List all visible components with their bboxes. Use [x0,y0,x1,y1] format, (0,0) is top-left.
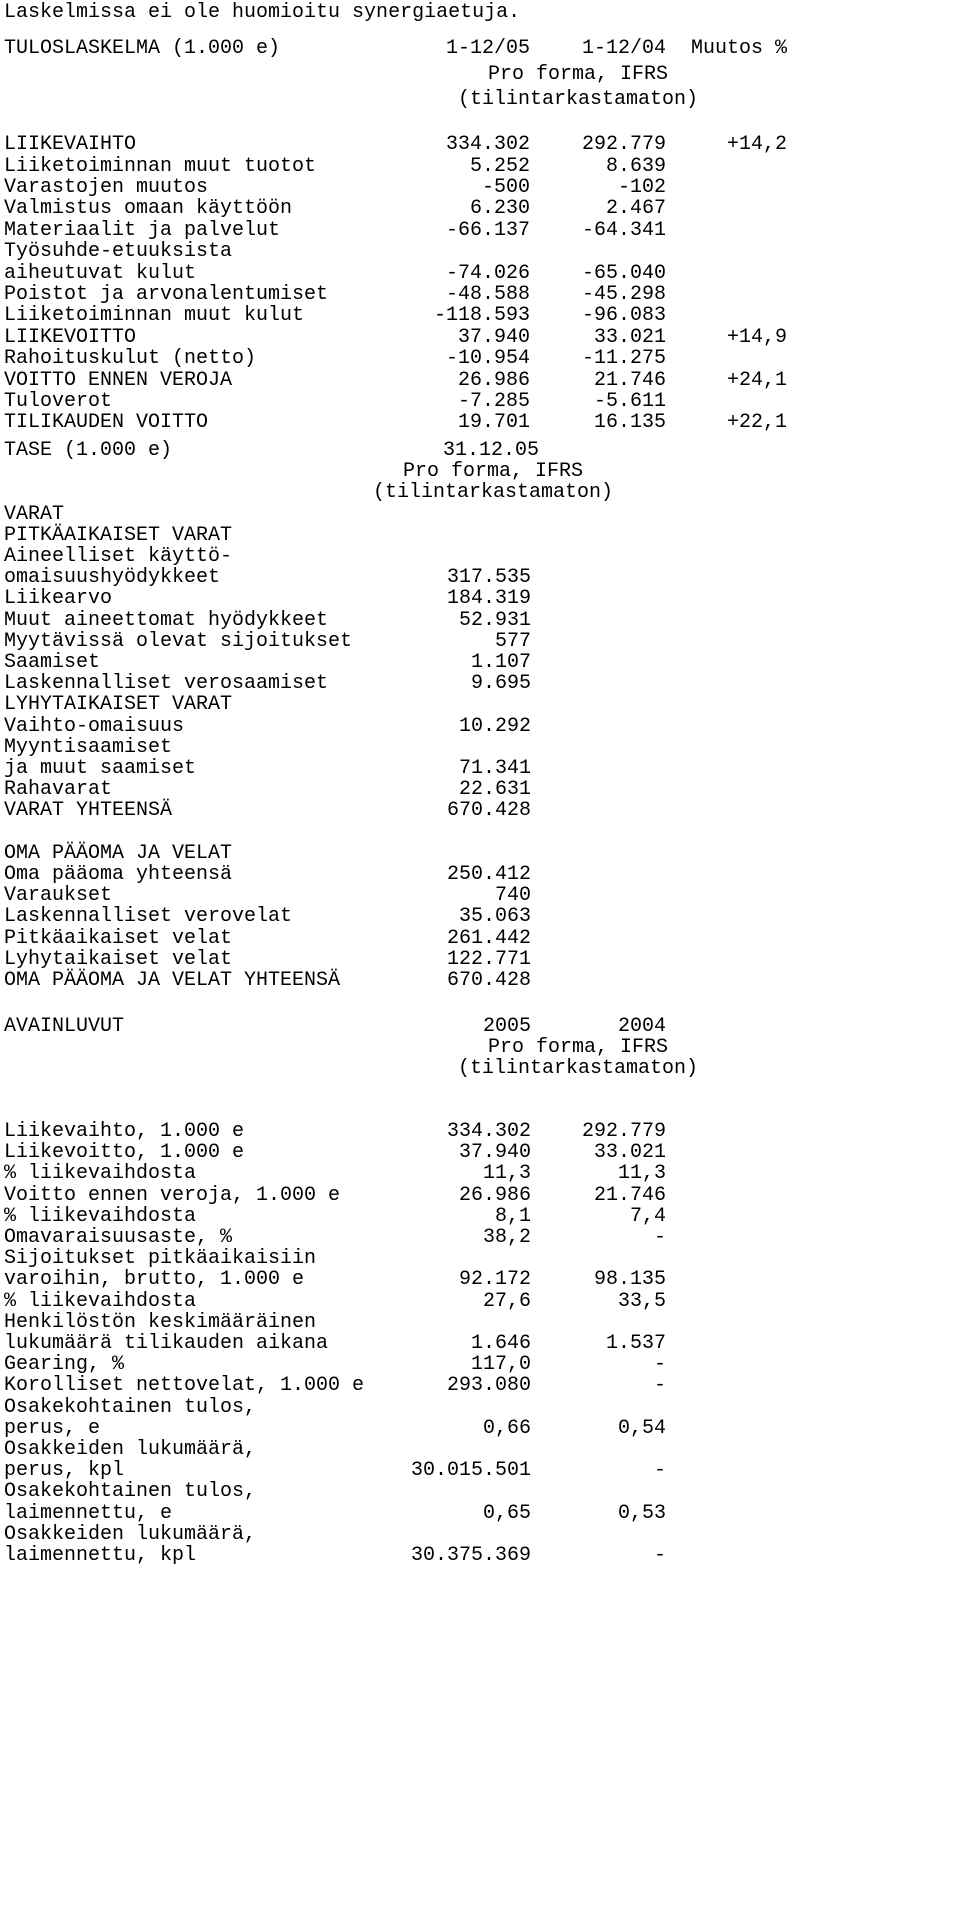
row-label: Liiketoiminnan muut kulut [4,304,305,328]
value-2004: 98.135 [593,1268,666,1292]
unaudited-note: (tilintarkastamaton) [457,1057,699,1081]
row-label: perus, e [4,1416,101,1440]
unaudited-note: (tilintarkastamaton) [457,88,699,112]
row-label: VOITTO ENNEN VEROJA [4,368,233,392]
balance-sheet-title: TASE (1.000 e) [4,439,173,462]
value-2004: - [653,1544,666,1567]
pro-forma-note: Pro forma, IFRS [402,460,584,484]
value-2005: 1.646 [470,1332,531,1355]
value-change: +14,9 [726,325,787,349]
value-2005: -118.593 [433,304,530,328]
row-label: OMA PÄÄOMA JA VELAT [4,841,233,865]
row-label: laimennettu, e [4,1501,173,1525]
row-label: Myyntisaamiset [4,735,173,759]
row-label: Materiaalit ja palvelut [4,218,281,242]
column-header-date: 31.12.05 [443,439,540,462]
income-statement-row [0,410,960,436]
value-2005: -48.588 [445,282,530,306]
key-figures-row [0,1543,960,1569]
value-2005: 117,0 [470,1353,531,1377]
row-label: PITKÄAIKAISET VARAT [4,523,233,547]
value-2004: 8.639 [605,154,666,178]
balance-sheet-row [0,798,960,824]
value-2004: 292.779 [581,1120,666,1143]
value-2005: 670.428 [446,969,531,992]
row-label: laimennettu, kpl [4,1544,197,1567]
value-2005: 10.292 [458,714,531,738]
value-2005: 250.412 [446,863,531,886]
value-2004: 21.746 [593,368,666,392]
value-2005: 26.986 [457,368,530,392]
value-2004: 7,4 [629,1204,666,1228]
income-statement-header [0,36,960,62]
column-header-2005: 2005 [482,1015,531,1038]
value-2004: 21.746 [593,1183,666,1207]
row-label: LYHYTAIKAISET VARAT [4,693,233,717]
value-2005: 9.695 [470,672,531,696]
row-label: TILIKAUDEN VOITTO [4,411,209,435]
value-2004: - [653,1226,666,1249]
row-label: Poistot ja arvonalentumiset [4,282,329,306]
row-label: Sijoitukset pitkäaikaisiin [4,1247,317,1271]
value-2004: -102 [617,175,666,199]
row-label: Aineelliset käyttö- [4,545,233,568]
row-label: Liikevaihto, 1.000 e [4,1120,245,1143]
row-label: Liiketoiminnan muut tuotot [4,154,317,178]
value-2004: 2.467 [605,197,666,221]
balance-sheet-equity-row [0,968,960,994]
value-2004: 0,54 [617,1416,666,1440]
value-2004: 0,53 [617,1501,666,1525]
value-2005: -7.285 [457,389,530,413]
value-2005: 71.341 [458,757,531,780]
income-statement-note-1 [0,62,960,88]
row-label: Korolliset nettovelat, 1.000 e [4,1374,365,1398]
column-header-change: Muutos % [690,37,787,60]
row-label: Voitto ennen veroja, 1.000 e [4,1183,341,1207]
row-label: Lyhytaikaiset velat [4,947,233,971]
row-label: Tuloverot [4,389,113,413]
value-2005: 670.428 [446,799,531,823]
row-label: Saamiset [4,651,101,674]
value-2005: 35.063 [458,905,531,929]
value-2005: 577 [494,629,531,653]
value-2005: -500 [481,175,530,199]
value-2004: -64.341 [581,218,666,242]
value-2004: 33,5 [617,1289,666,1313]
row-label: % liikevaihdosta [4,1162,197,1186]
row-label: Liikearvo [4,587,113,611]
row-label: Osakkeiden lukumäärä, [4,1438,257,1461]
value-2005: 37.940 [457,325,530,349]
row-label: Henkilöstön keskimääräinen [4,1310,317,1334]
value-2005: -74.026 [445,261,530,285]
value-2005: 1.107 [470,651,531,674]
row-label: Vaihto-omaisuus [4,714,185,738]
value-2005: 740 [494,884,531,908]
row-label: Osakekohtainen tulos, [4,1480,257,1504]
value-2005: 122.771 [446,947,531,971]
row-label: Gearing, % [4,1353,125,1377]
row-label: ja muut saamiset [4,757,197,780]
row-label: perus, kpl [4,1459,125,1483]
value-2005: 261.442 [446,926,531,950]
value-2005: 22.631 [458,778,531,802]
value-2004: 292.779 [581,133,666,157]
key-figures-title: AVAINLUVUT [4,1015,125,1038]
column-header-2004: 2004 [617,1015,666,1038]
value-2005: 30.015.501 [410,1459,531,1483]
value-2005: 92.172 [458,1268,531,1292]
row-label: Laskennalliset verosaamiset [4,672,329,696]
value-2004: -11.275 [581,347,666,371]
value-2004: -45.298 [581,282,666,306]
value-2004: 33.021 [593,1141,666,1165]
row-label: Muut aineettomat hyödykkeet [4,608,329,632]
value-2004: 16.135 [593,411,666,435]
row-label: lukumäärä tilikauden aikana [4,1332,329,1355]
value-2005: 0,65 [482,1501,531,1525]
value-2005: 6.230 [469,197,530,221]
row-label: Varastojen muutos [4,175,209,199]
row-label: Omavaraisuusaste, % [4,1226,233,1249]
pro-forma-note: Pro forma, IFRS [487,1036,669,1060]
row-label: Rahoituskulut (netto) [4,347,257,371]
intro-line [0,0,960,26]
value-2005: 334.302 [446,1120,531,1143]
row-label: Varaukset [4,884,113,908]
value-2005: 5.252 [469,154,530,178]
row-label: Rahavarat [4,778,113,802]
row-label: LIIKEVAIHTO [4,133,137,157]
value-change: +14,2 [726,133,787,157]
row-label: Työsuhde-etuuksista [4,240,233,264]
value-2004: - [653,1353,666,1377]
income-statement-note-2 [0,87,960,113]
value-2005: 184.319 [446,587,531,611]
row-label: varoihin, brutto, 1.000 e [4,1268,305,1292]
row-label: Pitkäaikaiset velat [4,926,233,950]
value-2005: 19.701 [457,411,530,435]
value-2005: 334.302 [445,133,530,157]
row-label: Laskennalliset verovelat [4,905,293,929]
row-label: VARAT [4,502,65,526]
row-label: aiheutuvat kulut [4,261,197,285]
row-label: Liikevoitto, 1.000 e [4,1141,245,1165]
row-label: % liikevaihdosta [4,1204,197,1228]
value-2005: 37.940 [458,1141,531,1165]
income-statement-title: TULOSLASKELMA (1.000 e) [4,37,281,60]
value-2005: -10.954 [445,347,530,371]
value-2005: 38,2 [482,1226,531,1249]
row-label: VARAT YHTEENSÄ [4,799,173,823]
value-2005: 26.986 [458,1183,531,1207]
value-2005: 30.375.369 [410,1544,531,1567]
key-figures-note-2 [0,1056,960,1082]
value-2005: 0,66 [482,1416,531,1440]
value-2004: 33.021 [593,325,666,349]
row-label: OMA PÄÄOMA JA VELAT YHTEENSÄ [4,969,341,992]
unaudited-note: (tilintarkastamaton) [372,481,614,505]
row-label: % liikevaihdosta [4,1289,197,1313]
value-2005: 27,6 [482,1289,531,1313]
intro-text: Laskelmissa ei ole huomioitu synergiaetuja. [4,1,521,24]
column-header-2005: 1-12/05 [445,37,530,60]
value-2004: -5.611 [593,389,666,413]
pro-forma-note: Pro forma, IFRS [487,62,669,86]
value-2004: -96.083 [581,304,666,328]
value-2004: 11,3 [617,1162,666,1186]
row-label: Valmistus omaan käyttöön [4,197,293,221]
row-label: Osakkeiden lukumäärä, [4,1522,257,1546]
value-2004: - [653,1459,666,1483]
column-header-2004: 1-12/04 [581,37,666,60]
row-label: Myytävissä olevat sijoitukset [4,629,353,653]
value-2005: 11,3 [482,1162,531,1186]
value-change: +22,1 [726,411,787,435]
value-2004: 1.537 [605,1332,666,1355]
value-2005: 8,1 [494,1204,531,1228]
value-2005: -66.137 [445,218,530,242]
value-2005: 293.080 [446,1374,531,1398]
row-label: Oma pääoma yhteensä [4,863,233,886]
row-label: Osakekohtainen tulos, [4,1395,257,1419]
row-label: LIIKEVOITTO [4,325,137,349]
value-2004: - [653,1374,666,1398]
value-change: +24,1 [726,368,787,392]
value-2004: -65.040 [581,261,666,285]
row-label: omaisuushyödykkeet [4,566,221,590]
value-2005: 317.535 [446,566,531,590]
value-2005: 52.931 [458,608,531,632]
